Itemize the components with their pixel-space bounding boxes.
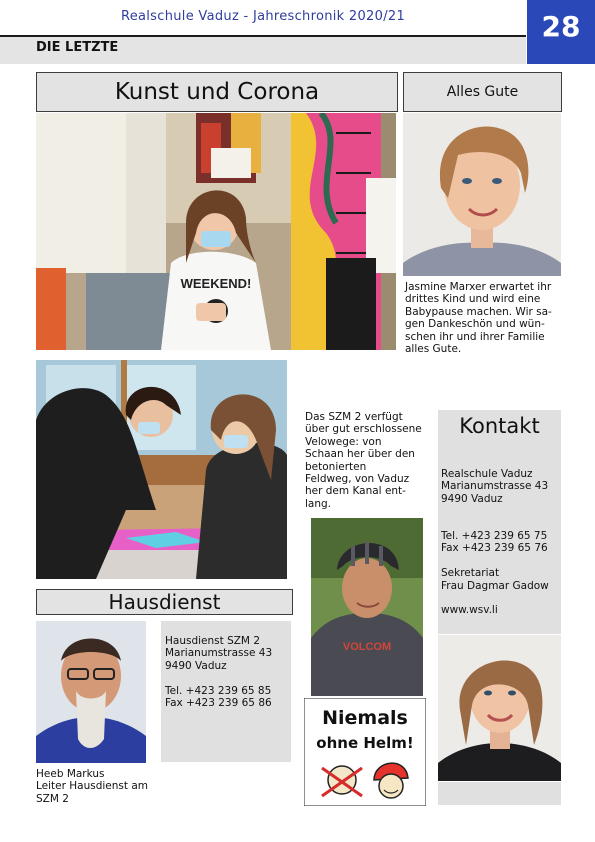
website-link[interactable]: www.wsv.li — [441, 604, 498, 617]
section-label: DIE LETZTE — [36, 40, 119, 55]
heeb-markus-caption: Heeb Markus Leiter Hausdienst am SZM 2 — [36, 768, 149, 805]
page-number: 28 — [527, 0, 595, 64]
jasmine-farewell-text: Jasmine Marxer erwartet ihr drittes Kind und wird eine Babypause machen. Wir sa- gen Dankeschön und wün- schen ihr und ihrer Familie alles Gute. — [405, 281, 552, 356]
svg-text:VOLCOM: VOLCOM — [342, 641, 392, 653]
hausdienst-contact-box: Hausdienst SZM 2 Marianumstrasse 43 9490 Vaduz Tel. +423 239 65 85 Fax +423 239 65 86 — [161, 621, 291, 762]
helmet-sign-image — [304, 698, 426, 806]
hausdienst-fax: Fax +423 239 65 86 — [165, 697, 272, 710]
alles-gute-title: Alles Gute — [403, 72, 562, 112]
boy-helmet-photo — [311, 518, 423, 696]
svg-text:ohne Helm!: ohne Helm! — [316, 734, 414, 752]
hausdienst-title: Hausdienst — [36, 589, 293, 615]
kontakt-box-bottom — [438, 782, 561, 805]
kontakt-box: Kontakt Realschule Vaduz Marianumstrasse 43 9490 Vaduz Tel. +423 239 65 75 Fax +423 239 65 76 Sekretariat Frau Dagmar Gadow www.wsv.li — [438, 410, 561, 634]
students-painting-photo — [36, 360, 287, 579]
kontakt-tel: Tel. +423 239 65 75 — [441, 530, 548, 543]
kontakt-fax: Fax +423 239 65 76 — [441, 542, 548, 555]
chronicle-title: Realschule Vaduz - Jahreschronik 2020/21 — [120, 9, 406, 24]
dagmar-gadow-photo — [438, 635, 561, 781]
bike-routes-text: Das SZM 2 verfügt über gut erschlossene Velowege: von Schaan her über den betonierten Feldweg, von Vaduz her dem Kanal ent- lang. — [305, 411, 422, 510]
kunst-corona-title: Kunst und Corona — [36, 72, 398, 112]
jasmine-portrait-photo — [403, 113, 561, 276]
heeb-markus-photo — [36, 621, 146, 763]
svg-text:Niemals: Niemals — [322, 707, 408, 729]
header-rule — [0, 35, 526, 37]
kontakt-title: Kontakt — [459, 414, 540, 438]
hausdienst-tel: Tel. +423 239 65 85 — [165, 684, 272, 697]
art-room-photo — [36, 113, 396, 350]
svg-text:WEEKEND!: WEEKEND! — [180, 276, 252, 291]
